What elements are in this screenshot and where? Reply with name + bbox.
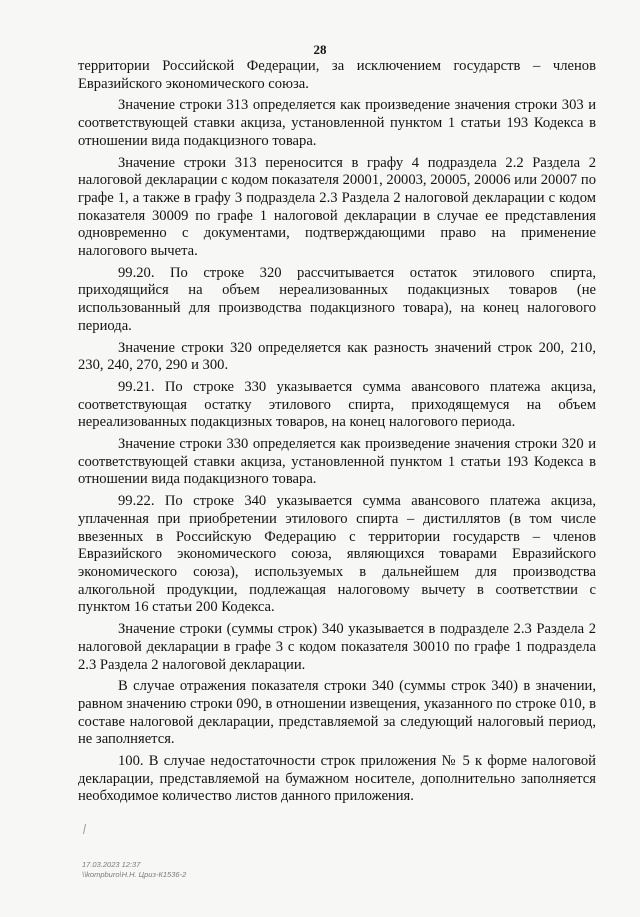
paragraph: Значение строки 330 определяется как произведение значения строки 320 и соответствующей ставки акциза, установленной пунктом 1 статьи 193 Кодекса в отношении вида подакцизного товара.	[78, 436, 596, 488]
paragraph: 99.21. По строке 330 указывается сумма авансового платежа акциза, соответствующая остатку этилового спирта, приходящемуся на объем нереализованных подакцизных товаров, на конец налогового периода.	[78, 378, 596, 431]
footer-file-path: \\kompburo\Н.Н. Цриз-К1536-2	[82, 870, 187, 879]
document-body	[78, 58, 596, 810]
paragraph: территории Российской Федерации, за исключением государств – членов Евразийского экономического союза.	[78, 58, 596, 92]
paragraph: 99.22. По строке 340 указывается сумма авансового платежа акциза, уплаченная при приобретении этилового спирта – дистиллятов (в том числе ввезенных в Российскую Федерацию с территории государств – членов Евразийского экономического союза, являющихся товарами Евразийского экономического союза), используемых в дальнейшем для производства алкогольной продукции, подлежащая налоговому вычету в соответствии с пунктом 16 статьи 200 Кодекса.	[78, 493, 596, 616]
paragraph: Значение строки 320 определяется как разность значений строк 200, 210, 230, 240, 270, 290 и 300.	[78, 339, 596, 374]
stray-mark	[83, 824, 86, 834]
paragraph: 99.20. По строке 320 рассчитывается остаток этилового спирта, приходящийся на объем нереализованных подакцизных товаров (не использованный для производства подакцизного товара), на конец налогового периода.	[78, 264, 596, 334]
page-number: 28	[313, 42, 327, 57]
footer-stamp	[82, 860, 186, 880]
paragraph: Значение строки 313 переносится в графу 4 подраздела 2.2 Раздела 2 налоговой декларации с кодом показателя 20001, 20003, 20005, 20006 или 20007 по графе 1, а также в графу 3 подраздела 2.3 Раздела 2 налоговой декларации с кодом показателя 30009 по графе 1 налоговой декларации в случае ее представления одновременно с документами, подтверждающими право на применение налогового вычета.	[78, 154, 596, 260]
paragraph: В случае отражения показателя строки 340 (суммы строк 340) в значении, равном значению строки 090, в отношении извещения, указанного по строке 010, в составе налоговой декларации, представляемой за следующий налоговый период, не заполняется.	[78, 678, 596, 748]
paragraph: Значение строки (суммы строк) 340 указывается в подразделе 2.3 Раздела 2 налоговой декларации в графе 3 с кодом показателя 30010 по графе 1 подраздела 2.3 Раздела 2 налоговой декларации.	[78, 621, 596, 673]
paragraph: 100. В случае недостаточности строк приложения № 5 к форме налоговой декларации, представляемой на бумажном носителе, дополнительно заполняется необходимое количество листов данного приложения.	[78, 753, 596, 805]
paragraph: Значение строки 313 определяется как произведение значения строки 303 и соответствующей ставки акциза, установленной пунктом 1 статьи 193 Кодекса в отношении вида подакцизного товара.	[78, 97, 596, 149]
footer-date: 17.03.2023 12:37	[82, 860, 141, 869]
